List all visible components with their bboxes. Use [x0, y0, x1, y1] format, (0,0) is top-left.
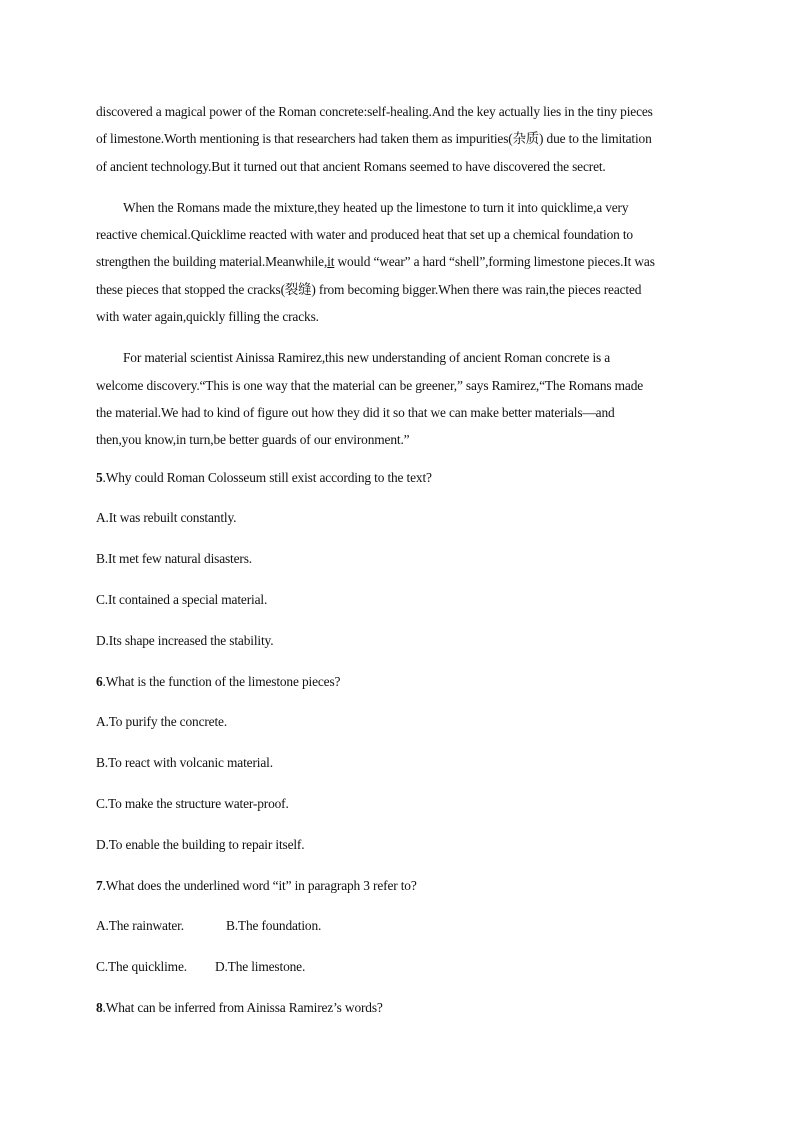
- underlined-word-it: it: [327, 254, 335, 270]
- text-segment: would “wear” a hard “shell”,forming limestone pieces.It was: [334, 254, 655, 270]
- question-stem: [96, 876, 702, 917]
- option-a: A.To purify the concrete.: [96, 714, 228, 730]
- text-line: For material scientist Ainissa Ramirez,this new understanding of ancient Roman concrete is a: [123, 350, 611, 366]
- text-line: reactive chemical.Quicklime reacted with water and produced heat that set up a chemical foundation to: [96, 227, 633, 243]
- question-stem: [96, 468, 702, 509]
- text-line: discovered a magical power of the Roman concrete:self-healing.And the key actually lies in the tiny pieces: [96, 104, 653, 119]
- text-line: then,you know,in turn,be better guards of our environment.”: [96, 432, 410, 448]
- question-5: [96, 468, 702, 672]
- question-number: 6: [96, 673, 103, 689]
- option-d: D.To enable the building to repair itself.: [96, 836, 305, 852]
- option-a: A.It was rebuilt constantly.: [96, 510, 237, 526]
- question-number: 7: [96, 877, 103, 893]
- question-text: .What is the function of the limestone pieces?: [102, 673, 341, 689]
- text-line: [96, 248, 702, 275]
- option-d: D.Its shape increased the stability.: [96, 632, 274, 648]
- text-line: the material.We had to kind of figure out how they did it so that we can make better materials—and: [96, 404, 615, 420]
- option-d: D.The limestone.: [214, 959, 306, 975]
- option-b: B.The foundation.: [225, 918, 322, 934]
- text-line: welcome discovery.“This is one way that the material can be greener,” says Ramirez,“The Romans made: [96, 377, 644, 393]
- option-a: A.The rainwater.: [96, 918, 184, 934]
- text-line: When the Romans made the mixture,they heated up the limestone to turn it into quicklime,a very: [123, 199, 629, 215]
- passage-paragraph-3: [96, 344, 702, 453]
- text-line: of ancient technology.But it turned out that ancient Romans seemed to have discovered the secret.: [96, 158, 606, 174]
- question-number: 5: [96, 469, 103, 485]
- question-text: .Why could Roman Colosseum still exist according to the text?: [102, 469, 432, 485]
- options-row-cd: [96, 957, 702, 998]
- passage-paragraph-2: [96, 194, 702, 330]
- passage-paragraph-1: [96, 98, 702, 180]
- question-text: .What does the underlined word “it” in paragraph 3 refer to?: [102, 877, 417, 893]
- option-c: C.It contained a special material.: [96, 591, 268, 607]
- text-segment: strengthen the building material.Meanwhile,: [96, 254, 328, 270]
- option-c: C.To make the structure water-proof.: [96, 795, 289, 811]
- question-text: .What can be inferred from Ainissa Ramirez’s words?: [102, 999, 383, 1015]
- option-b: B.To react with volcanic material.: [96, 755, 273, 771]
- document-page: [96, 98, 702, 1039]
- question-number: 8: [96, 999, 103, 1015]
- question-6: [96, 672, 702, 876]
- question-7: [96, 876, 702, 998]
- question-stem: [96, 672, 702, 713]
- options-row-ab: [96, 916, 702, 957]
- text-line: with water again,quickly filling the cracks.: [96, 309, 319, 325]
- option-c: C.The quicklime.: [96, 959, 187, 975]
- option-b: B.It met few natural disasters.: [96, 551, 252, 567]
- text-line: of limestone.Worth mentioning is that researchers had taken them as impurities(杂质) due to the limitation: [96, 131, 652, 147]
- text-line: these pieces that stopped the cracks(裂缝) from becoming bigger.When there was rain,the pieces reacted: [96, 281, 642, 297]
- question-stem: [96, 998, 702, 1039]
- question-8: [96, 998, 702, 1039]
